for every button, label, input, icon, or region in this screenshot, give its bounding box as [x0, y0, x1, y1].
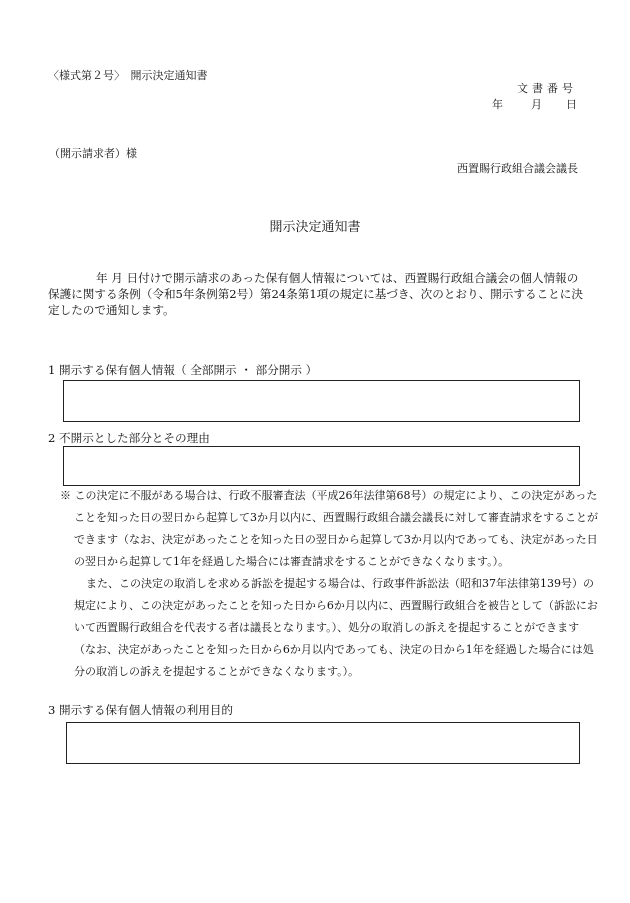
- section-3-field[interactable]: [66, 722, 580, 764]
- appeal-note: ※ この決定に不服がある場合は、行政不服審査法（平成26年法律第68号）の規定により、この決定があったことを知った日の翌日から起算して3か月以内に、西置賜行政組合議会議長に対して審査請求をすることができます（なお、決定があったことを知った日の翌日から起算して3か月以内であっても、決定があった日の翌日から起算して1年を経過した場合には審査請求をすることができなくなります。）。: [60, 489, 598, 568]
- document-date: [492, 96, 577, 112]
- date-month: 月: [531, 98, 542, 111]
- requester-label: （開示請求者）様: [49, 147, 137, 160]
- document-number-label: 文書番号: [517, 82, 577, 95]
- section-2-field[interactable]: [63, 446, 580, 486]
- date-day: 日: [566, 98, 577, 111]
- section-1-heading: 1 開示する保有個人情報（ 全部開示 ・ 部分開示 ）: [48, 363, 318, 377]
- form-label: 〈様式第２号〉 開示決定通知書: [48, 69, 208, 82]
- section-1-field[interactable]: [63, 380, 580, 422]
- section-2-heading: 2 不開示とした部分とその理由: [48, 431, 210, 445]
- section-3-heading: 3 開示する保有個人情報の利用目的: [48, 703, 233, 717]
- date-year: 年: [492, 98, 503, 111]
- lawsuit-note: また、この決定の取消しを求める訴訟を提起する場合は、行政事件訴訟法（昭和37年法律第139号）の規定により、この決定があったことを知った日から6か月以内に、西置賜行政組合を被告として（訴訟において西置賜行政組合を代表する者は議長となります。）、処分の取消しの訴えを提起することができます（なお、決定があったことを知った日から6か月以内であっても、決定の日から1年を経過した場合には処分の取消しの訴えを提起することができなくなります。）。: [74, 577, 598, 678]
- document-title: 開示決定通知書: [269, 220, 361, 235]
- intro-paragraph: 年 月 日付けで開示請求のあった保有個人情報については、西置賜行政組合議会の個人情報の保護に関する条例（令和5年条例第2号）第24条第1項の規定に基づき、次のとおり、開示することに決定したので通知します。: [48, 271, 583, 317]
- sender-name: 西置賜行政組合議会議長: [457, 162, 578, 175]
